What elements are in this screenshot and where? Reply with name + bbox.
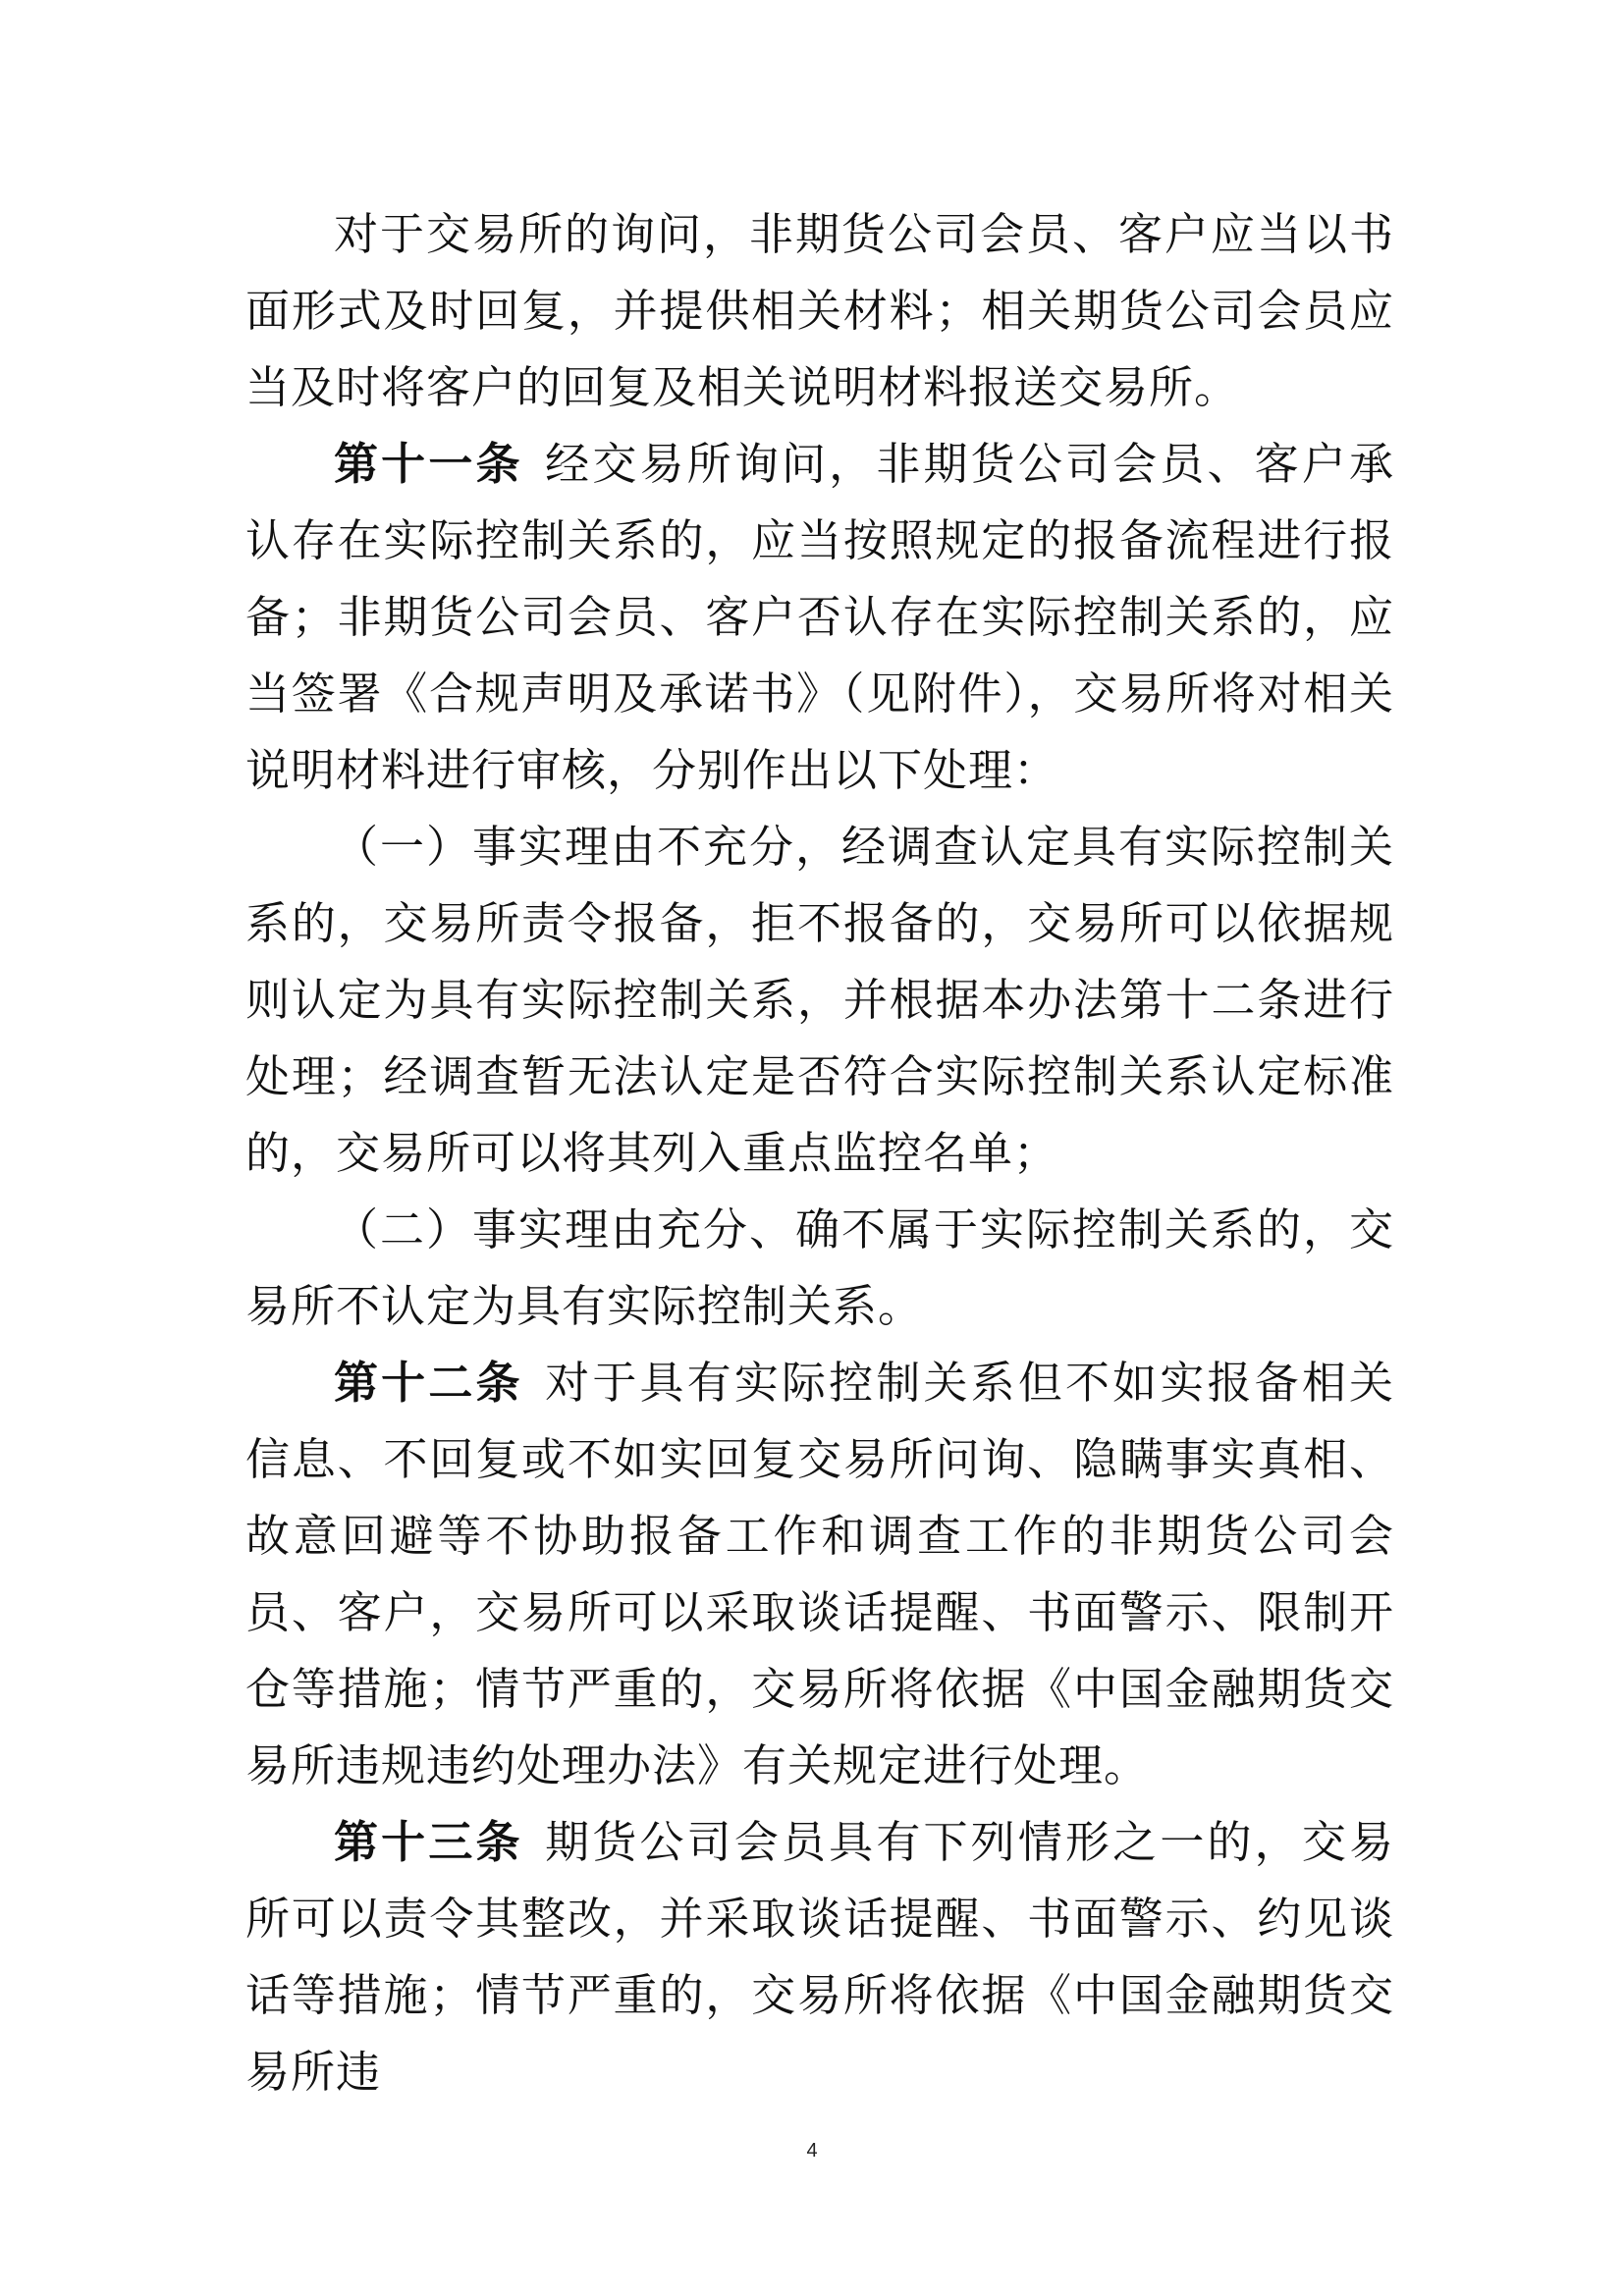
document-body [245, 196, 1394, 2110]
article-11-item-2 [245, 1192, 1394, 1345]
article-heading: 第十二条 [334, 1357, 523, 1409]
paragraph-text: 对于具有实际控制关系但不如实报备相关信息、不回复或不如实回复交易所问询、隐瞒事实真相、故意回避等不协助报备工作和调查工作的非期货公司会员、客户，交易所可以采取谈话提醒、书面警示、限制开仓等措施；情节严重的，交易所将依据《中国金融期货交易所违规违约处理办法》有关规定进行处理。 [245, 1357, 1394, 1791]
article-11 [245, 426, 1394, 809]
paragraph-text: 期货公司会员具有下列情形之一的，交易所可以责令其整改，并采取谈话提醒、书面警示、约见谈话等措施；情节严重的，交易所将依据《中国金融期货交易所违 [245, 1816, 1394, 2098]
article-12 [245, 1345, 1394, 1804]
article-13 [245, 1804, 1394, 2110]
article-heading: 第十三条 [334, 1816, 523, 1868]
paragraph-text: 对于交易所的询问，非期货公司会员、客户应当以书面形式及时回复，并提供相关材料；相关期货公司会员应当及时将客户的回复及相关说明材料报送交易所。 [245, 208, 1394, 413]
article-heading: 第十一条 [334, 438, 523, 490]
paragraph-inquiry-reply [245, 196, 1394, 426]
paragraph-text: （一）事实理由不充分，经调查认定具有实际控制关系的，交易所责令报备，拒不报备的，交易所可以依据规则认定为具有实际控制关系，并根据本办法第十二条进行处理；经调查暂无法认定是否符合实际控制关系认定标准的，交易所可以将其列入重点监控名单； [245, 821, 1394, 1179]
paragraph-text: （二）事实理由充分、确不属于实际控制关系的，交易所不认定为具有实际控制关系。 [245, 1203, 1394, 1332]
article-11-item-1 [245, 809, 1394, 1192]
page-number: 4 [806, 2140, 818, 2162]
paragraph-text: 经交易所询问，非期货公司会员、客户承认存在实际控制关系的，应当按照规定的报备流程进行报备；非期货公司会员、客户否认存在实际控制关系的，应当签署《合规声明及承诺书》（见附件），交易所将对相关说明材料进行审核，分别作出以下处理： [245, 438, 1394, 796]
